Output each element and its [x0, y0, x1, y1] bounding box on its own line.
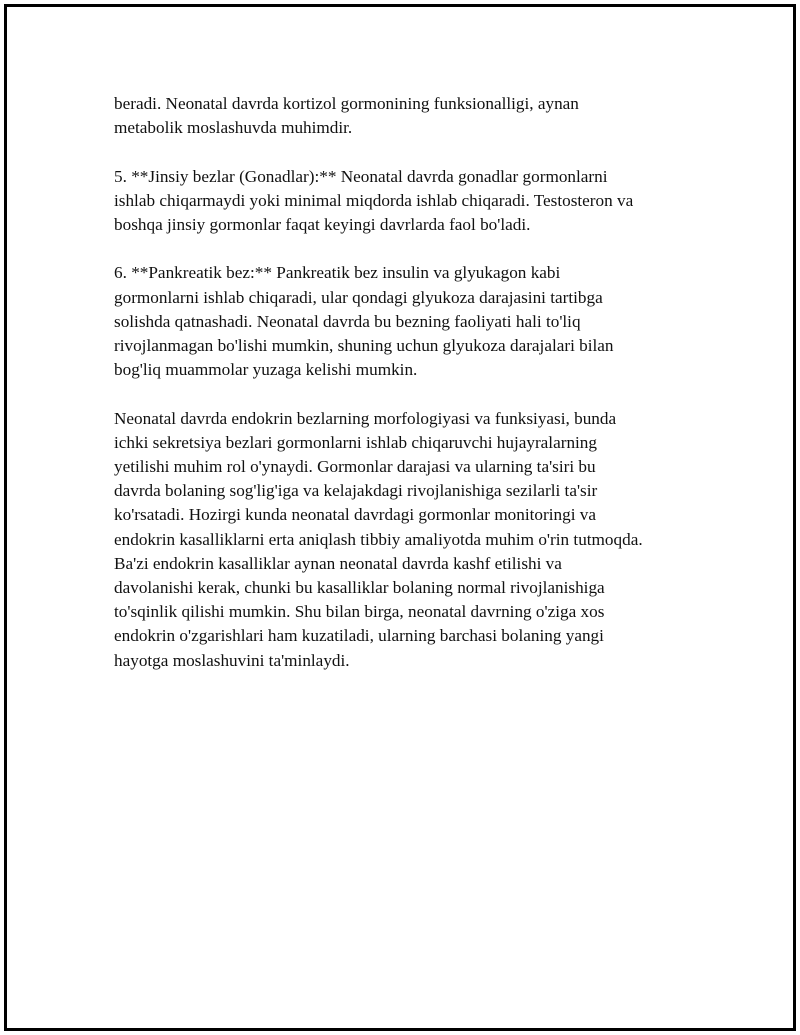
paragraph-gap [114, 140, 694, 164]
text-line: 6. **Pankreatik bez:** Pankreatik bez insulin va glyukagon kabi [114, 263, 561, 283]
text-line: endokrin o'zgarishlari ham kuzatiladi, ularning barchasi bolaning yangi [114, 626, 604, 646]
text-line: solishda qatnashadi. Neonatal davrda bu bezning faoliyati hali to'liq [114, 311, 581, 331]
paragraph-gap [114, 382, 694, 406]
text-line: ichki sekretsiya bezlari gormonlarni ishlab chiqaruvchi hujayralarning [114, 432, 597, 452]
text-line: davrda bolaning sog'lig'iga va kelajakdagi rivojlanishiga sezilarli ta'sir [114, 481, 598, 501]
text-line: to'sqinlik qilishi mumkin. Shu bilan birga, neonatal davrning o'ziga xos [114, 602, 605, 622]
text-line: 5. **Jinsiy bezlar (Gonadlar):** Neonatal davrda gonadlar gormonlarni [114, 166, 608, 186]
paragraph-gonads [114, 165, 694, 238]
text-line: beradi. Neonatal davrda kortizol gormonining funksionalligi, aynan [114, 94, 579, 113]
document-body [114, 92, 694, 673]
text-line: boshqa jinsiy gormonlar faqat keyingi davrlarda faol bo'ladi. [114, 215, 531, 234]
text-line: ko'rsatadi. Hozirgi kunda neonatal davrdagi gormonlar monitoringi va [114, 505, 596, 525]
text-line: endokrin kasalliklarni erta aniqlash tibbiy amaliyotda muhim o'rin tutmoqda. [114, 529, 643, 549]
paragraph-cortisol-continuation [114, 92, 694, 140]
paragraph-gap [114, 237, 694, 261]
text-line: rivojlanmagan bo'lishi mumkin, shuning uchun glyukoza darajalari bilan [114, 336, 614, 355]
text-line: davolanishi kerak, chunki bu kasalliklar bolaning normal rivojlanishiga [114, 578, 605, 598]
text-line: hayotga moslashuvini ta'minlaydi. [114, 650, 350, 670]
text-line: Ba'zi endokrin kasalliklar aynan neonatal davrda kashf etilishi va [114, 553, 562, 573]
paragraph-pancreas [114, 261, 694, 382]
text-line: Neonatal davrda endokrin bezlarning morfologiyasi va funksiyasi, bunda [114, 408, 617, 428]
text-line: bog'liq muammolar yuzaga kelishi mumkin. [114, 360, 418, 380]
text-line: yetilishi muhim rol o'ynaydi. Gormonlar darajasi va ularning ta'siri bu [114, 457, 596, 476]
paragraph-conclusion [114, 407, 694, 673]
text-line: ishlab chiqarmaydi yoki minimal miqdorda ishlab chiqaradi. Testosteron va [114, 190, 634, 210]
text-line: gormonlarni ishlab chiqaradi, ular qondagi glyukoza darajasini tartibga [114, 287, 603, 307]
text-line: metabolik moslashuvda muhimdir. [114, 118, 353, 138]
